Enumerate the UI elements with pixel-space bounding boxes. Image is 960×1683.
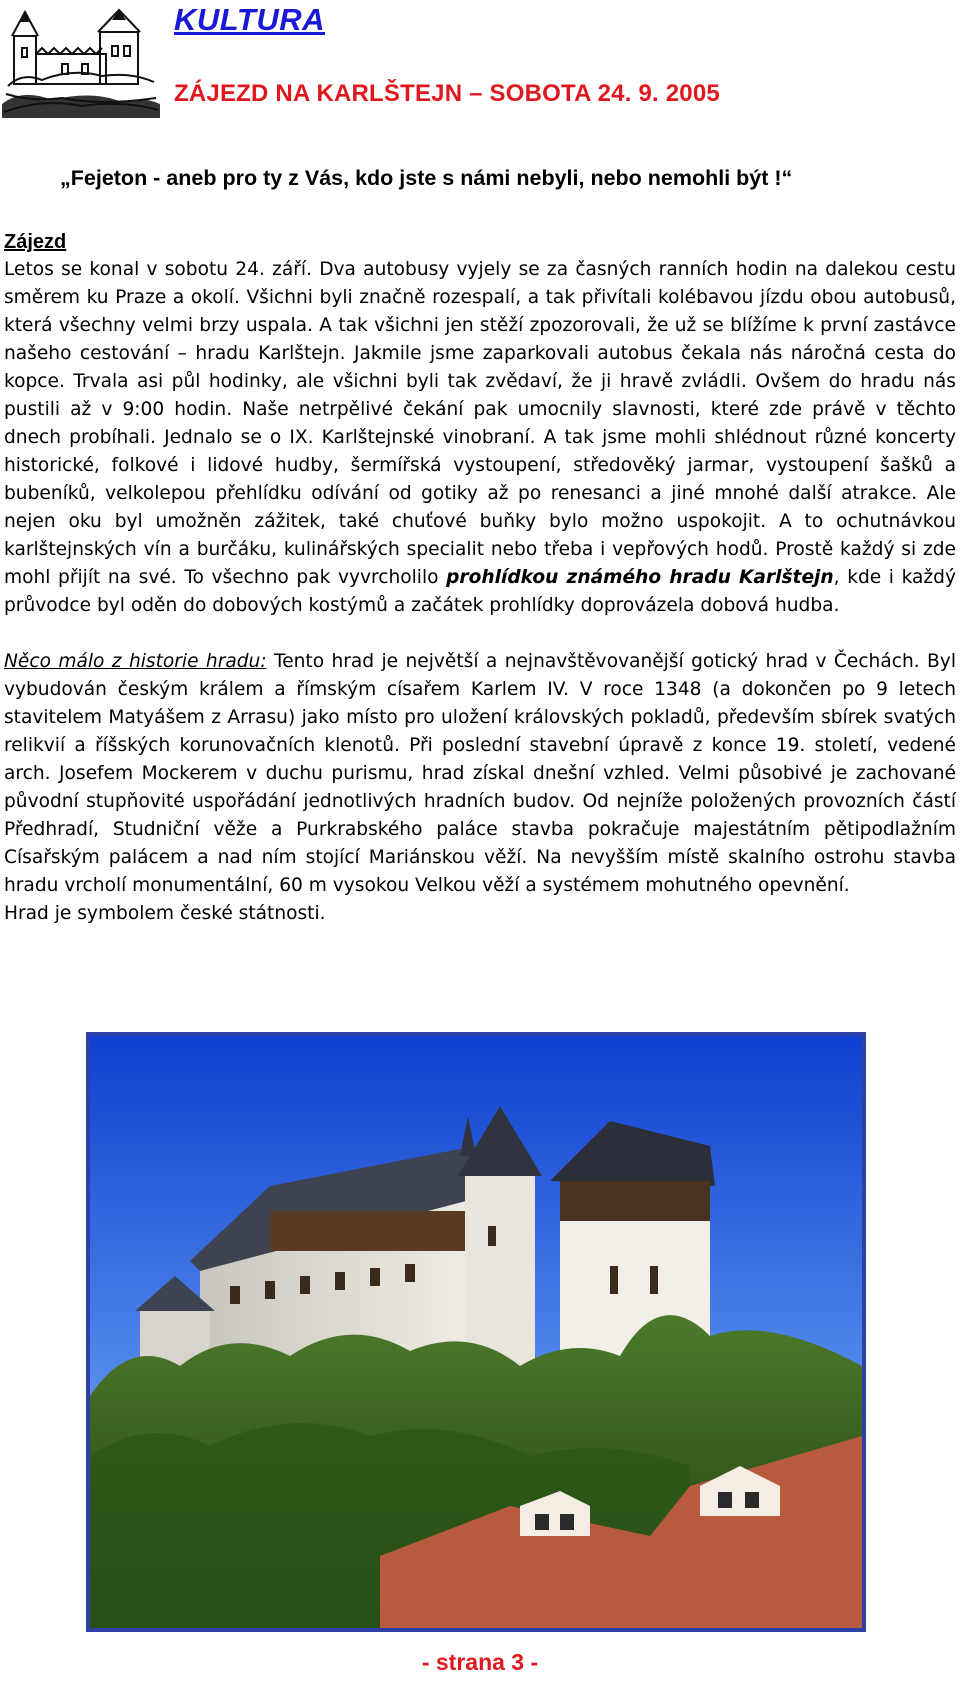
trip-text: Letos se konal v sobotu 24. září. Dva autobusy vyjely se za časných ranních hodin na dalekou cestu směrem ku Praze a okolí. Všichni byli značně rozespalí, a tak přivítali kolébavou jízdu obou autobusů, která všechny velmi brzy uspala. A tak všichni jen stěží zpozorovali, že už se blížíme k první zastávce našeho cestování – hradu Karlštejn. Jakmile jsme zaparkovali autobus čekala nás náročná cesta do kopce. Trvala asi půl hodinky, ale všichni byli tak zvědaví, že ji hravě zvládli. Ovšem do hradu nás pustili až v 9:00 hodin. Naše netrpělivé čekání pak umocnily slavnosti, které zde právě v těchto dnech probíhali. Jednalo se o IX. Karlštejnské vinobraní. A tak jsme mohli shlédnout různé koncerty historické, folkové i lidové hudby, šermířská vystoupení, středověký jarmar, vystoupení šašků a bubeníků, velkolepou přehlídku odívání od gotiky až po renesanci a jiné mnohé další atrakce. Ale nejen oku byl umožněn zážitek, také chuťové buňky bylo možno uspokojit. A to ochutnávkou karlštejnských vín a burčáku, kulinářských specialit nebo třeba i vepřových hodů. Prostě každý si zde mohl přijít na své. To všechno pak vyvrcholilo [4, 259, 956, 588]
article-paragraph-trip [4, 228, 956, 620]
feuilleton-quote: „Fejeton - aneb pro ty z Vás, kdo jste s námi nebyli, nebo nemohli být !“ [60, 166, 793, 190]
event-subtitle: ZÁJEZD NA KARLŠTEJN – SOBOTA 24. 9. 2005 [174, 80, 720, 107]
page-number: - strana 3 - [421, 1649, 539, 1675]
tour-emphasis: prohlídkou známého hradu Karlštejn [446, 567, 834, 588]
trip-text-end: , kde i každý průvodce byl oděn do dobových kostýmů a začátek prohlídky doprovázela dobová hudba. [4, 567, 956, 616]
section-title: KULTURA [174, 2, 326, 37]
article-heading: Zájezd [4, 231, 67, 253]
history-label: Něco málo z historie hradu: [4, 651, 267, 672]
castle-photo [86, 1032, 866, 1632]
history-text: Tento hrad je největší a nejnavštěvovanější gotický hrad v Čechách. Byl vybudován českým králem a římským císařem Karlem IV. V roce 1348 (a dokončen po 9 letech stavitelem Matyášem z Arrasu) jako místo pro uložení královských pokladů, především sbírek svatých relikvií a říšských korunovačních klenotů. Při poslední stavební úpravě z konce 19. století, vedené arch. Josefem Mockerem v duchu purismu, hrad získal dnešní vzhled. Velmi působivé je zachované původní stupňovité uspořádání jednotlivých hradních budov. Od nejníže položených provozních částí Předhradí, Studniční věže a Purkrabského paláce stavba pokračuje majestátním pětipodlažním Císařským palácem a nad ním stojící Mariánskou věží. Na nevyšším místě skalního ostrohu stavba hradu vrcholí monumentální, 60 m vysokou Velkou věží a systémem mohutného opevnění. [4, 651, 956, 896]
castle-logo-icon [2, 2, 160, 118]
article-paragraph-history [4, 648, 956, 900]
article-body [4, 228, 956, 928]
article-paragraph-symbol: Hrad je symbolem české státnosti. [4, 903, 326, 924]
